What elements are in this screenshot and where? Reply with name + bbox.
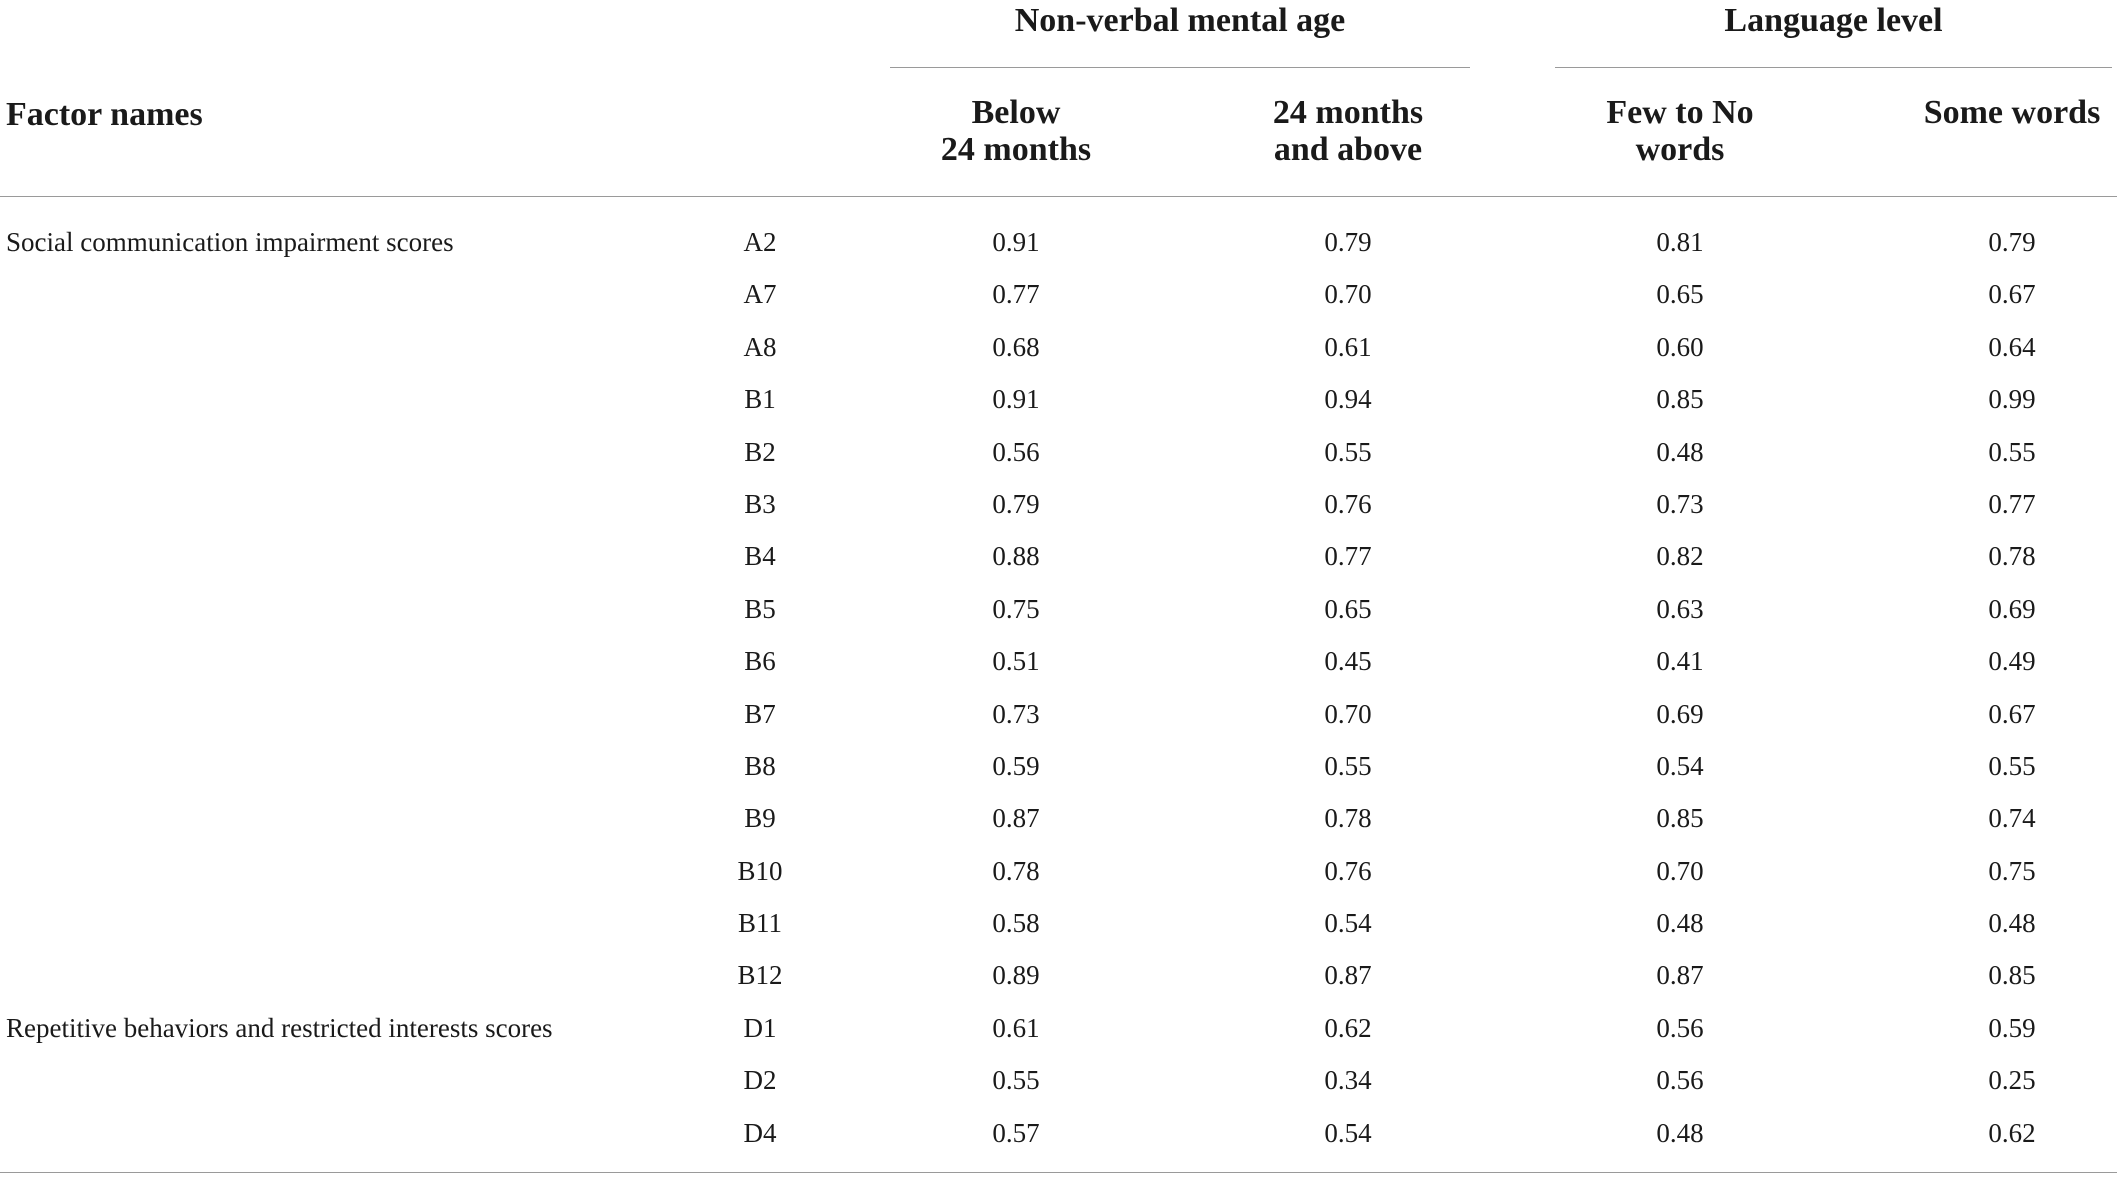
value-cell-below-24-months: 0.89 <box>992 960 1040 991</box>
item-code-cell: B5 <box>744 593 776 624</box>
value-cell-below-24-months: 0.56 <box>992 436 1040 467</box>
item-code-cell: B4 <box>744 541 776 572</box>
group-rule-nonverbal-mental-age <box>890 67 1470 68</box>
value-cell-some-words: 0.79 <box>1988 227 2036 257</box>
item-code-cell: B3 <box>744 488 776 519</box>
value-cell-below-24-months: 0.68 <box>992 331 1040 362</box>
value-cell-few-to-no-words: 0.54 <box>1656 750 1704 781</box>
value-cell-below-24-months: 0.78 <box>992 855 1040 886</box>
table-row <box>0 740 2117 792</box>
header-bottom-rule <box>0 196 2117 197</box>
value-cell-below-24-months: 0.88 <box>992 541 1040 572</box>
table-row <box>0 268 2117 320</box>
factor-name-cell: Social communication impairment scores <box>6 227 454 257</box>
item-code-cell: A2 <box>743 227 777 257</box>
value-cell-few-to-no-words: 0.60 <box>1656 331 1704 362</box>
factor-names-header: Factor names <box>6 96 203 133</box>
item-code-cell: D4 <box>743 1117 777 1148</box>
item-code-cell: B12 <box>737 960 783 991</box>
value-cell-some-words: 0.62 <box>1988 1117 2036 1148</box>
table-row <box>0 373 2117 425</box>
value-cell-some-words: 0.48 <box>1988 908 2036 939</box>
item-code-cell: A8 <box>743 331 777 362</box>
table-row <box>0 688 2117 740</box>
group-rule-language-level <box>1555 67 2112 68</box>
value-cell-some-words: 0.75 <box>1988 855 2036 886</box>
value-cell-24-months-and-above: 0.45 <box>1324 646 1372 677</box>
value-cell-24-months-and-above: 0.76 <box>1324 855 1372 886</box>
value-cell-few-to-no-words: 0.48 <box>1656 436 1704 467</box>
value-cell-few-to-no-words: 0.56 <box>1656 1065 1704 1096</box>
factor-name-cell: Repetitive behaviors and restricted interests scores <box>6 1012 553 1043</box>
item-code-cell: B11 <box>737 908 782 939</box>
column-header-some-words: Some words <box>1923 94 2101 131</box>
value-cell-some-words: 0.67 <box>1988 279 2036 310</box>
value-cell-24-months-and-above: 0.78 <box>1324 803 1372 834</box>
item-code-cell: B2 <box>744 436 776 467</box>
value-cell-24-months-and-above: 0.54 <box>1324 908 1372 939</box>
value-cell-24-months-and-above: 0.34 <box>1324 1065 1372 1096</box>
column-header-below-24-months: Below 24 months <box>940 94 1092 168</box>
value-cell-few-to-no-words: 0.87 <box>1656 960 1704 991</box>
value-cell-some-words: 0.74 <box>1988 803 2036 834</box>
value-cell-24-months-and-above: 0.55 <box>1324 750 1372 781</box>
value-cell-few-to-no-words: 0.48 <box>1656 1117 1704 1148</box>
group-header-nonverbal-mental-age: Non-verbal mental age <box>1014 2 1346 39</box>
value-cell-some-words: 0.49 <box>1988 646 2036 677</box>
value-cell-some-words: 0.64 <box>1988 331 2036 362</box>
value-cell-below-24-months: 0.79 <box>992 488 1040 519</box>
item-code-cell: B6 <box>744 646 776 677</box>
value-cell-some-words: 0.25 <box>1988 1065 2036 1096</box>
table-row <box>0 949 2117 1001</box>
value-cell-below-24-months: 0.55 <box>992 1065 1040 1096</box>
value-cell-few-to-no-words: 0.81 <box>1656 227 1704 257</box>
table-row <box>0 792 2117 844</box>
item-code-cell: B7 <box>744 698 776 729</box>
item-code-cell: A7 <box>743 279 777 310</box>
value-cell-24-months-and-above: 0.77 <box>1324 541 1372 572</box>
value-cell-few-to-no-words: 0.69 <box>1656 698 1704 729</box>
column-header-24-months-and-above: 24 months and above <box>1272 94 1424 168</box>
value-cell-below-24-months: 0.58 <box>992 908 1040 939</box>
table-row <box>0 845 2117 897</box>
value-cell-few-to-no-words: 0.85 <box>1656 803 1704 834</box>
value-cell-some-words: 0.99 <box>1988 384 2036 415</box>
column-header-few-to-no-words: Few to No words <box>1606 94 1754 168</box>
value-cell-24-months-and-above: 0.61 <box>1324 331 1372 362</box>
item-code-cell: B1 <box>744 384 776 415</box>
value-cell-some-words: 0.85 <box>1988 960 2036 991</box>
value-cell-24-months-and-above: 0.54 <box>1324 1117 1372 1148</box>
value-cell-few-to-no-words: 0.85 <box>1656 384 1704 415</box>
value-cell-below-24-months: 0.77 <box>992 279 1040 310</box>
item-code-cell: B9 <box>744 803 776 834</box>
table-row <box>0 426 2117 478</box>
group-header-language-level: Language level <box>1724 2 1943 39</box>
value-cell-some-words: 0.59 <box>1988 1012 2036 1043</box>
value-cell-few-to-no-words: 0.56 <box>1656 1012 1704 1043</box>
table-body <box>0 216 2117 1159</box>
value-cell-below-24-months: 0.57 <box>992 1117 1040 1148</box>
table-bottom-rule <box>0 1172 2117 1173</box>
value-cell-24-months-and-above: 0.87 <box>1324 960 1372 991</box>
value-cell-some-words: 0.77 <box>1988 488 2036 519</box>
value-cell-24-months-and-above: 0.65 <box>1324 593 1372 624</box>
table-row <box>0 1107 2117 1159</box>
table-row <box>0 1054 2117 1106</box>
item-code-cell: B10 <box>737 855 783 886</box>
value-cell-below-24-months: 0.61 <box>992 1012 1040 1043</box>
value-cell-few-to-no-words: 0.73 <box>1656 488 1704 519</box>
value-cell-24-months-and-above: 0.70 <box>1324 279 1372 310</box>
value-cell-some-words: 0.55 <box>1988 750 2036 781</box>
value-cell-24-months-and-above: 0.76 <box>1324 488 1372 519</box>
value-cell-below-24-months: 0.91 <box>992 384 1040 415</box>
table-row <box>0 897 2117 949</box>
value-cell-below-24-months: 0.73 <box>992 698 1040 729</box>
table-row <box>0 216 2117 268</box>
value-cell-some-words: 0.55 <box>1988 436 2036 467</box>
value-cell-24-months-and-above: 0.79 <box>1324 227 1372 257</box>
value-cell-24-months-and-above: 0.94 <box>1324 384 1372 415</box>
item-code-cell: B8 <box>744 750 776 781</box>
value-cell-below-24-months: 0.87 <box>992 803 1040 834</box>
table-row <box>0 321 2117 373</box>
table-row <box>0 478 2117 530</box>
value-cell-few-to-no-words: 0.82 <box>1656 541 1704 572</box>
value-cell-few-to-no-words: 0.70 <box>1656 855 1704 886</box>
value-cell-some-words: 0.78 <box>1988 541 2036 572</box>
value-cell-24-months-and-above: 0.70 <box>1324 698 1372 729</box>
item-code-cell: D1 <box>743 1012 777 1043</box>
value-cell-few-to-no-words: 0.65 <box>1656 279 1704 310</box>
value-cell-some-words: 0.67 <box>1988 698 2036 729</box>
value-cell-few-to-no-words: 0.41 <box>1656 646 1704 677</box>
value-cell-below-24-months: 0.91 <box>992 227 1040 257</box>
table-row <box>0 635 2117 687</box>
value-cell-few-to-no-words: 0.48 <box>1656 908 1704 939</box>
table-row <box>0 1002 2117 1054</box>
value-cell-below-24-months: 0.51 <box>992 646 1040 677</box>
table-row <box>0 583 2117 635</box>
item-code-cell: D2 <box>743 1065 777 1096</box>
value-cell-some-words: 0.69 <box>1988 593 2036 624</box>
value-cell-24-months-and-above: 0.55 <box>1324 436 1372 467</box>
value-cell-below-24-months: 0.59 <box>992 750 1040 781</box>
value-cell-few-to-no-words: 0.63 <box>1656 593 1704 624</box>
value-cell-below-24-months: 0.75 <box>992 593 1040 624</box>
value-cell-24-months-and-above: 0.62 <box>1324 1012 1372 1043</box>
table-row <box>0 530 2117 582</box>
